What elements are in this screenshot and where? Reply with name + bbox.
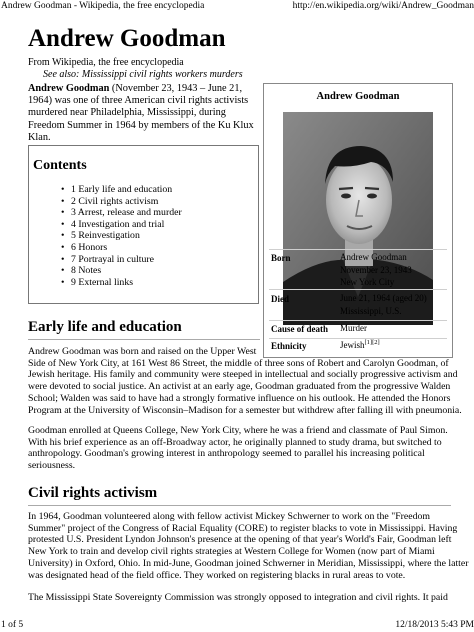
text-line: anthropology. Goodman's growing interest in anthropology seemed to parallel his increasing political [28, 448, 425, 460]
ethnicity-link[interactable]: Jewish [340, 340, 365, 350]
toc-item[interactable]: • 9 External links [61, 277, 182, 289]
section-heading-rule [28, 505, 451, 506]
text-line: In 1964, Goodman volunteered along with fellow activist Mickey Schwerner to work on the "Freedom [28, 511, 431, 522]
ethnicity-label: Ethnicity [271, 341, 307, 351]
cause-of-death-value[interactable]: Murder [340, 323, 367, 333]
toc-item[interactable]: • 8 Notes [61, 265, 182, 277]
section-heading-early-life: Early life and education [28, 319, 182, 335]
page-counter: 1 of 5 [1, 620, 24, 630]
section-heading-civil-rights: Civil rights activism [28, 485, 158, 501]
from-wikipedia-line: From Wikipedia, the free encyclopedia [28, 57, 184, 68]
infobox-divider [269, 320, 447, 321]
intro-text: (November 23, 1943 – June 21, 1964) was one of three American civil rights activists murdered near Philadelphia, Mississippi, during Freedom Summer in 1964 by members of the Ku Klux Klan. [28, 83, 254, 143]
toc-item[interactable]: • 2 Civil rights activism [61, 196, 182, 208]
text-line: Andrew Goodman was born and raised on the Upper West [28, 346, 257, 357]
text-line: protested U.S. President Lyndon Johnson's presence at the opening of that year's World's Fair, Goodman left [28, 534, 452, 546]
toc-item[interactable]: • 3 Arrest, release and murder [61, 207, 182, 219]
table-of-contents [28, 145, 259, 304]
infobox-divider [269, 289, 447, 290]
toc-item[interactable]: • 4 Investigation and trial [61, 219, 182, 231]
toc-item[interactable]: • 5 Reinvestigation [61, 230, 182, 242]
died-date: June 21, 1964 (aged 20) [340, 293, 427, 303]
born-name: Andrew Goodman [340, 252, 407, 262]
civil-rights-paragraph-1 [28, 511, 469, 581]
intro-paragraph [28, 83, 264, 144]
text-line: Program at the University of Wisconsin–Madison for a semester but withdrew after falling ill with pneumonia. [28, 404, 462, 416]
article-title: Andrew Goodman [28, 25, 226, 52]
text-line: University) in Oxford, Ohio. In mid-June, Goodman joined Schwerner in Meridian, Mississippi, where the latter [28, 557, 469, 569]
text-line: School; Walden was said to have had a strongly formative influence on his outlook. He attended the Honors [28, 392, 451, 404]
born-place-link[interactable]: New York City [340, 277, 395, 287]
early-life-paragraph-2 [28, 425, 448, 472]
died-label: Died [271, 294, 289, 304]
section-heading-rule [28, 339, 260, 340]
text-line: With his brief experience as an off-Broadway actor, he originally planned to study drama, but switched to [28, 436, 442, 448]
toc-list [61, 184, 182, 288]
died-value [340, 292, 450, 317]
text-line: were devoted to social justice. An activist at an early age, Goodman graduated from the progressive Walden [28, 381, 451, 393]
print-header [0, 0, 474, 14]
toc-item[interactable]: • 7 Portrayal in culture [61, 254, 182, 266]
born-date: November 23, 1943 [340, 264, 412, 275]
intro-subject: Andrew Goodman [28, 83, 110, 94]
infobox [263, 83, 453, 358]
civil-rights-paragraph-2 [28, 592, 448, 604]
text-line: Side of New York City, at 161 West 86 Street, the middle of three sons of Robert and Carolyn Goodman, of [28, 357, 449, 369]
text-line: Jewish heritage. His family and community were steeped in intellectual and socially progressive activism and [28, 369, 458, 381]
infobox-divider [269, 249, 447, 250]
text-line: was designated head of the field office. They worked on registering blacks in rural areas to vote. [28, 569, 406, 581]
born-label: Born [271, 253, 291, 263]
text-line: seriousness. [28, 460, 76, 472]
toc-item[interactable]: • 6 Honors [61, 242, 182, 254]
born-value [340, 251, 450, 289]
infobox-title: Andrew Goodman [316, 91, 400, 102]
ethnicity-references[interactable]: [1][2] [364, 339, 380, 346]
toc-title: Contents [33, 158, 87, 173]
early-life-paragraph-1 [28, 346, 462, 416]
died-place-link[interactable]: Mississippi, U.S. [340, 305, 402, 316]
page-url[interactable]: http://en.wikipedia.org/wiki/Andrew_Goodman [292, 1, 474, 11]
page-title: Andrew Goodman - Wikipedia, the free encyclopedia [1, 1, 205, 11]
see-also-link[interactable]: See also: Mississippi civil rights workers murders [43, 69, 243, 80]
cause-of-death-label: Cause of death [271, 324, 329, 334]
text-line: Goodman enrolled at Queens College, New York City, where he was a friend and classmate of Paul Simon. [28, 425, 448, 436]
text-line: Summer" project of the Congress of Racial Equality (CORE) to register blacks to vote in Mississippi. Having [28, 522, 458, 534]
text-line: New York to train and develop civil rights strategies at Western College for Women (now part of Miami [28, 546, 435, 558]
print-timestamp: 12/18/2013 5:43 PM [395, 620, 474, 630]
toc-item[interactable]: • 1 Early life and education [61, 184, 182, 196]
text-line: The Mississippi State Sovereignty Commission was strongly opposed to integration and civil rights. It paid [28, 592, 448, 603]
print-footer [0, 618, 474, 632]
